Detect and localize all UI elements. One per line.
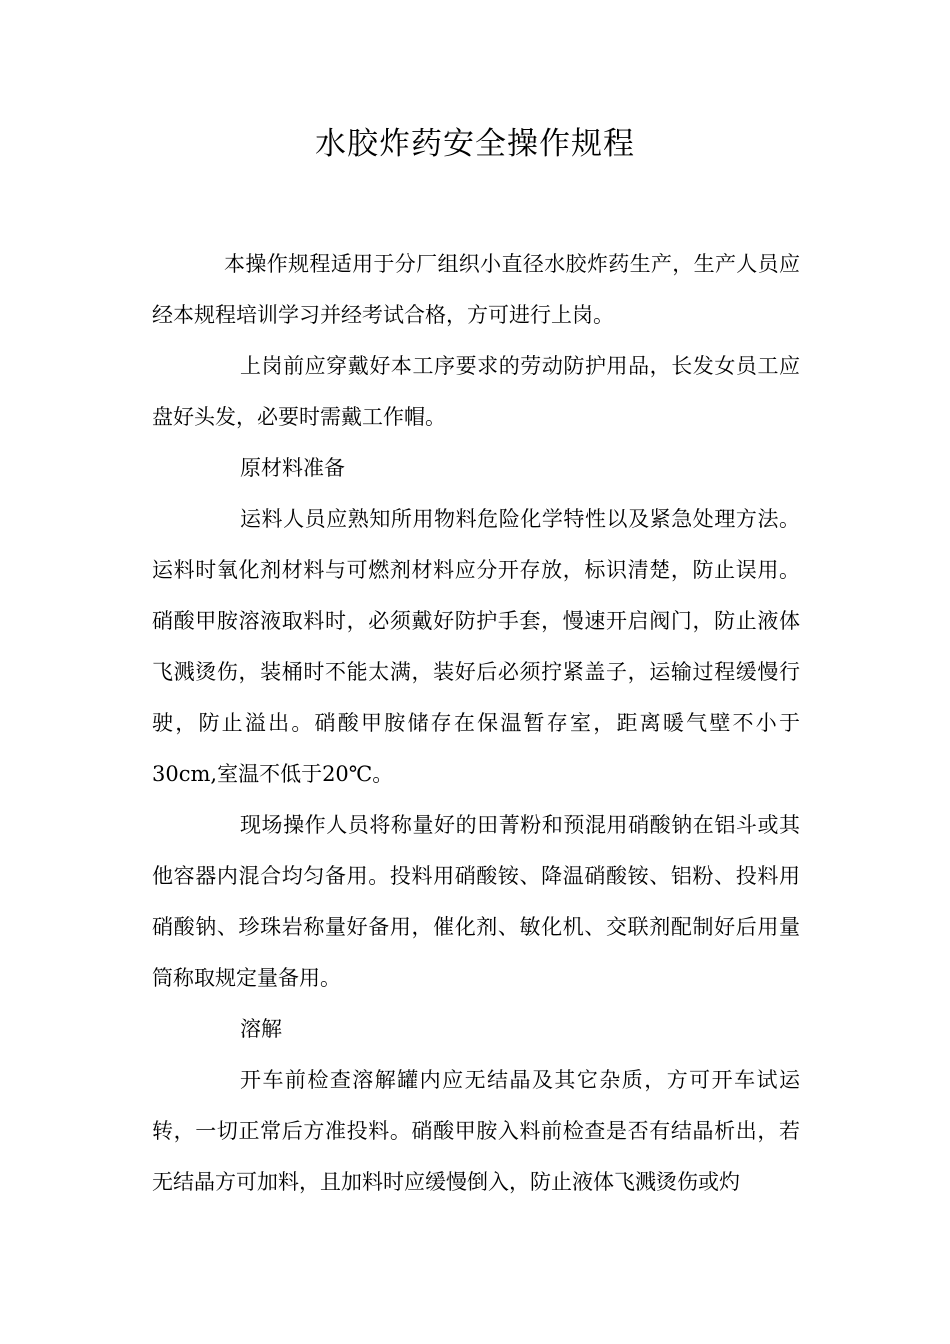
document-title: 水胶炸药安全操作规程 bbox=[315, 126, 635, 162]
paragraph-weighing: 现场操作人员将称量好的田菁粉和预混用硝酸钠在铝斗或其他容器内混合均匀备用。投料用硝酸铵、降温硝酸铵、铝粉、投料用硝酸钠、珍珠岩称量好备用，催化剂、敏化机、交联剂配制好后用量筒称取规定量备用。 bbox=[152, 813, 800, 990]
document-body bbox=[152, 239, 800, 1208]
section-heading-dissolving: 溶解 bbox=[240, 1017, 282, 1041]
paragraph-scope: 本操作规程适用于分厂组织小直径水胶炸药生产，生产人员应经本规程培训学习并经考试合格，方可进行上岗。 bbox=[152, 252, 800, 327]
paragraph-protective-gear: 上岗前应穿戴好本工序要求的劳动防护用品，长发女员工应盘好头发，必要时需戴工作帽。 bbox=[152, 354, 800, 429]
paragraph-material-transport: 运料人员应熟知所用物料危险化学特性以及紧急处理方法。运料时氧化剂材料与可燃剂材料应分开存放，标识清楚，防止误用。硝酸甲胺溶液取料时，必须戴好防护手套，慢速开启阀门，防止液体飞溅烫伤，装桶时不能太满，装好后必须拧紧盖子，运输过程缓慢行驶，防止溢出。硝酸甲胺储存在保温暂存室，距离暖气壁不小于30cm,室温不低于20℃。 bbox=[152, 507, 800, 786]
section-heading-raw-materials: 原材料准备 bbox=[240, 456, 345, 480]
paragraph-dissolving: 开车前检查溶解罐内应无结晶及其它杂质，方可开车试运转，一切正常后方准投料。硝酸甲胺入料前检查是否有结晶析出，若无结晶方可加料，且加料时应缓慢倒入，防止液体飞溅烫伤或灼 bbox=[152, 1068, 800, 1194]
